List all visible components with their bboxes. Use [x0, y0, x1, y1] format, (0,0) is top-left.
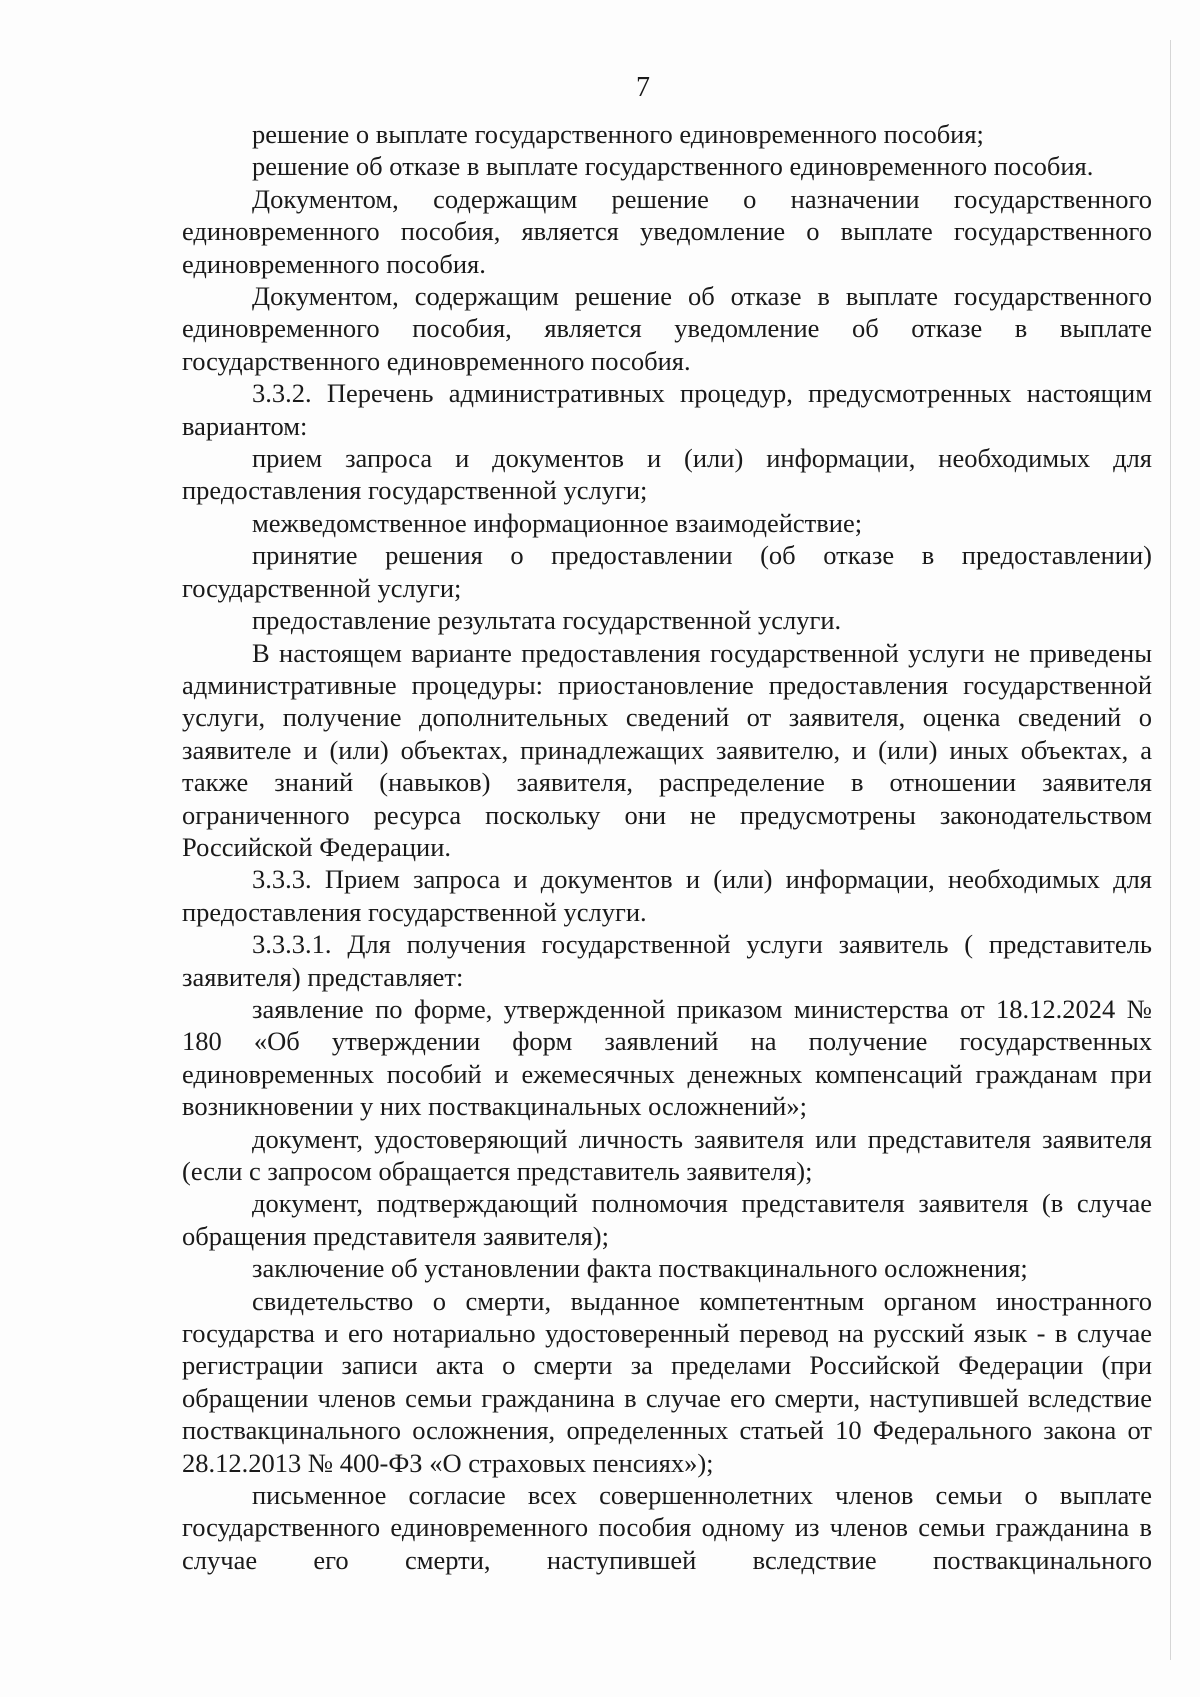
paragraph: решение об отказе в выплате государственного единовременного пособия.: [252, 151, 1094, 182]
paragraph: предоставление результата государственной услуги.: [252, 605, 842, 636]
paragraph: свидетельство о смерти, выданное компетентным органом иностранного государства и его нотариально удостоверенный перевод на русский язык - в случае регистрации записи акта о смерти за пределами Российской Федерации (при обращении членов семьи гражданина в случае его смерти, наступившей вследствие поствакцинального осложнения, определенных статьей 10 Федерального закона от 28.12.2013 № 400-ФЗ «О страховых пенсиях»);: [182, 1285, 1152, 1478]
paragraph: прием запроса и документов и (или) информации, необходимых для предоставления государственной услуги;: [182, 443, 1152, 506]
paragraph: документ, подтверждающий полномочия представителя заявителя (в случае обращения представителя заявителя);: [182, 1188, 1152, 1251]
page-number: 7: [636, 72, 650, 103]
paragraph: письменное согласие всех совершеннолетних членов семьи о выплате государственного единовременного пособия одному из членов семьи гражданина в случае его смерти, наступившей вследствие поствакцинального: [182, 1480, 1152, 1575]
paragraph: Документом, содержащим решение об отказе в выплате государственного единовременного пособия, является уведомление об отказе в выплате государственного единовременного пособия.: [182, 281, 1152, 376]
paragraph: принятие решения о предоставлении (об отказе в предоставлении) государственной услуги;: [182, 540, 1152, 603]
paragraph: 3.3.2. Перечень административных процедур, предусмотренных настоящим вариантом:: [182, 378, 1152, 441]
paragraph: В настоящем варианте предоставления государственной услуги не приведены административные процедуры: приостановление предоставления государственной услуги, получение дополнительных сведений от заявителя, оценка сведений о заявителе и (или) объектах, принадлежащих заявителю, и (или) иных объектах, а также знаний (навыков) заявителя, распределение в отношении заявителя ограниченного ресурса поскольку они не предусмотрены законодательством Российской Федерации.: [182, 637, 1152, 862]
paragraph: межведомственное информационное взаимодействие;: [252, 507, 863, 538]
scan-edge-mark: [1170, 40, 1171, 1660]
paragraph: заявление по форме, утвержденной приказом министерства от 18.12.2024 № 180 «Об утверждении форм заявлений на получение государственных единовременных пособий и ежемесячных денежных компенсаций гражданам при возникновении у них поствакцинальных осложнений»;: [182, 993, 1152, 1122]
paragraph: документ, удостоверяющий личность заявителя или представителя заявителя (если с запросом обращается представитель заявителя);: [182, 1123, 1152, 1186]
paragraph: решение о выплате государственного единовременного пособия;: [252, 119, 984, 149]
paragraph: 3.3.3. Прием запроса и документов и (или) информации, необходимых для предоставления государственной услуги.: [182, 864, 1152, 927]
document-body: [182, 118, 1152, 1576]
paragraph: Документом, содержащим решение о назначении государственного единовременного пособия, является уведомление о выплате государственного единовременного пособия.: [182, 183, 1152, 279]
paragraph: 3.3.3.1. Для получения государственной услуги заявитель ( представитель заявителя) представляет:: [182, 929, 1152, 992]
paragraph: заключение об установлении факта поствакцинального осложнения;: [252, 1253, 1028, 1284]
